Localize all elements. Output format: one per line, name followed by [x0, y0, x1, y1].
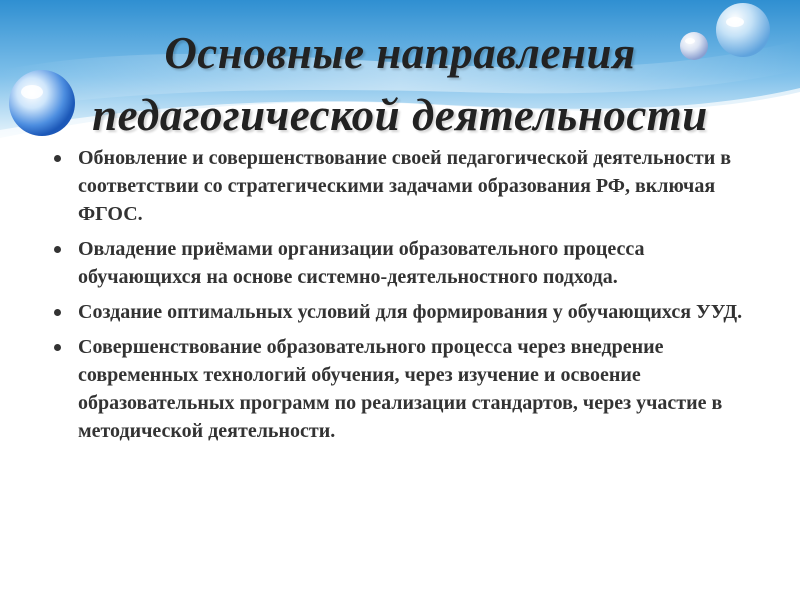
bullet-dot-icon: [54, 155, 61, 162]
slide-title-line-2: педагогической деятельности: [92, 90, 708, 140]
bullet-dot-icon: [54, 246, 61, 253]
slide-title-line-1: Основные направления: [164, 28, 636, 78]
bullet-dot-icon: [54, 309, 61, 316]
bullet-list: [48, 144, 758, 452]
slide-title: [0, 22, 800, 146]
bullet-item: [48, 298, 758, 326]
bullet-text: Совершенствование образовательного процесса через внедрение современных технологий обучения, через изучение и освоение образовательных программ по реализации стандартов, через участие в методической деятельности.: [78, 336, 723, 442]
bullet-item: [48, 333, 758, 445]
bullet-dot-icon: [54, 344, 61, 351]
bullet-text: Обновление и совершенствование своей педагогической деятельности в соответствии со стратегическими задачами образования РФ, включая ФГОС.: [78, 147, 732, 225]
bullet-item: [48, 144, 758, 228]
bullet-text: Создание оптимальных условий для формирования у обучающихся УУД.: [78, 301, 743, 323]
bullet-item: [48, 235, 758, 291]
bullet-text: Овладение приёмами организации образовательного процесса обучающихся на основе системно-деятельностного подхода.: [78, 238, 645, 288]
